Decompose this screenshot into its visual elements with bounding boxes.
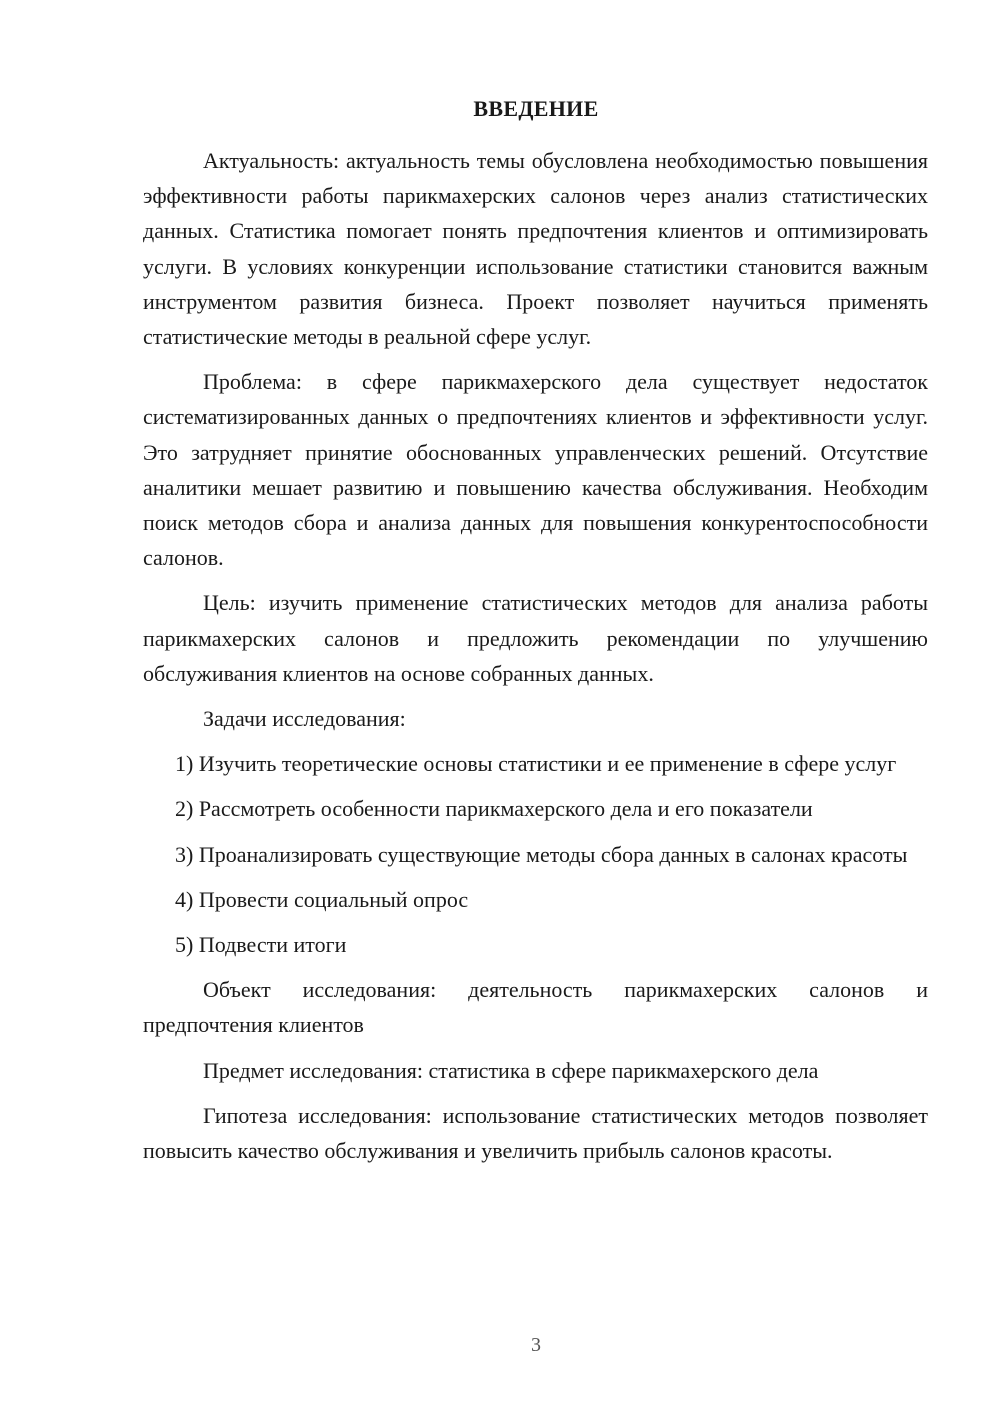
object-paragraph: Объект исследования: деятельность парикмахерских салонов и предпочтения клиентов (143, 977, 928, 1038)
task-item: 5) Подвести итоги (175, 932, 347, 958)
goal-paragraph: Цель: изучить применение статистических методов для анализа работы парикмахерских салонов и предложить рекомендации по улучшению обслуживания клиентов на основе собранных данных. (143, 590, 928, 686)
task-item: 2) Рассмотреть особенности парикмахерского дела и его показатели (175, 796, 813, 822)
task-item: 1) Изучить теоретические основы статистики и ее применение в сфере услуг (175, 751, 897, 777)
task-item: 4) Провести социальный опрос (175, 886, 469, 912)
document-body (143, 143, 928, 1178)
page-number: 3 (531, 1334, 541, 1356)
problem-paragraph: Проблема: в сфере парикмахерского дела существует недостаток систематизированных данных о предпочтениях клиентов и эффективности услуг. Это затрудняет принятие обоснованных управленческих решений. Отсутствие аналитики мешает развитию и повышению качества обслуживания. Необходим поиск методов сбора и анализа данных для повышения конкурентоспособности салонов. (143, 369, 928, 571)
hypothesis-paragraph: Гипотеза исследования: использование статистических методов позволяет повысить качество обслуживания и увеличить прибыль салонов красоты. (143, 1102, 928, 1164)
relevance-paragraph: Актуальность: актуальность темы обусловлена необходимостью повышения эффективности работы парикмахерских салонов через анализ статистических данных. Статистика помогает понять предпочтения клиентов и оптимизировать услуги. В условиях конкуренции использование статистики становится важным инструментом развития бизнеса. Проект позволяет научиться применять статистические методы в реальной сфере услуг. (143, 148, 928, 350)
task-item: 3) Проанализировать существующие методы сбора данных в салонах красоты (175, 841, 908, 867)
tasks-heading: Задачи исследования: (203, 706, 406, 732)
page-title: ВВЕДЕНИЕ (473, 96, 599, 121)
subject-paragraph: Предмет исследования: статистика в сфере парикмахерского дела (203, 1057, 819, 1083)
